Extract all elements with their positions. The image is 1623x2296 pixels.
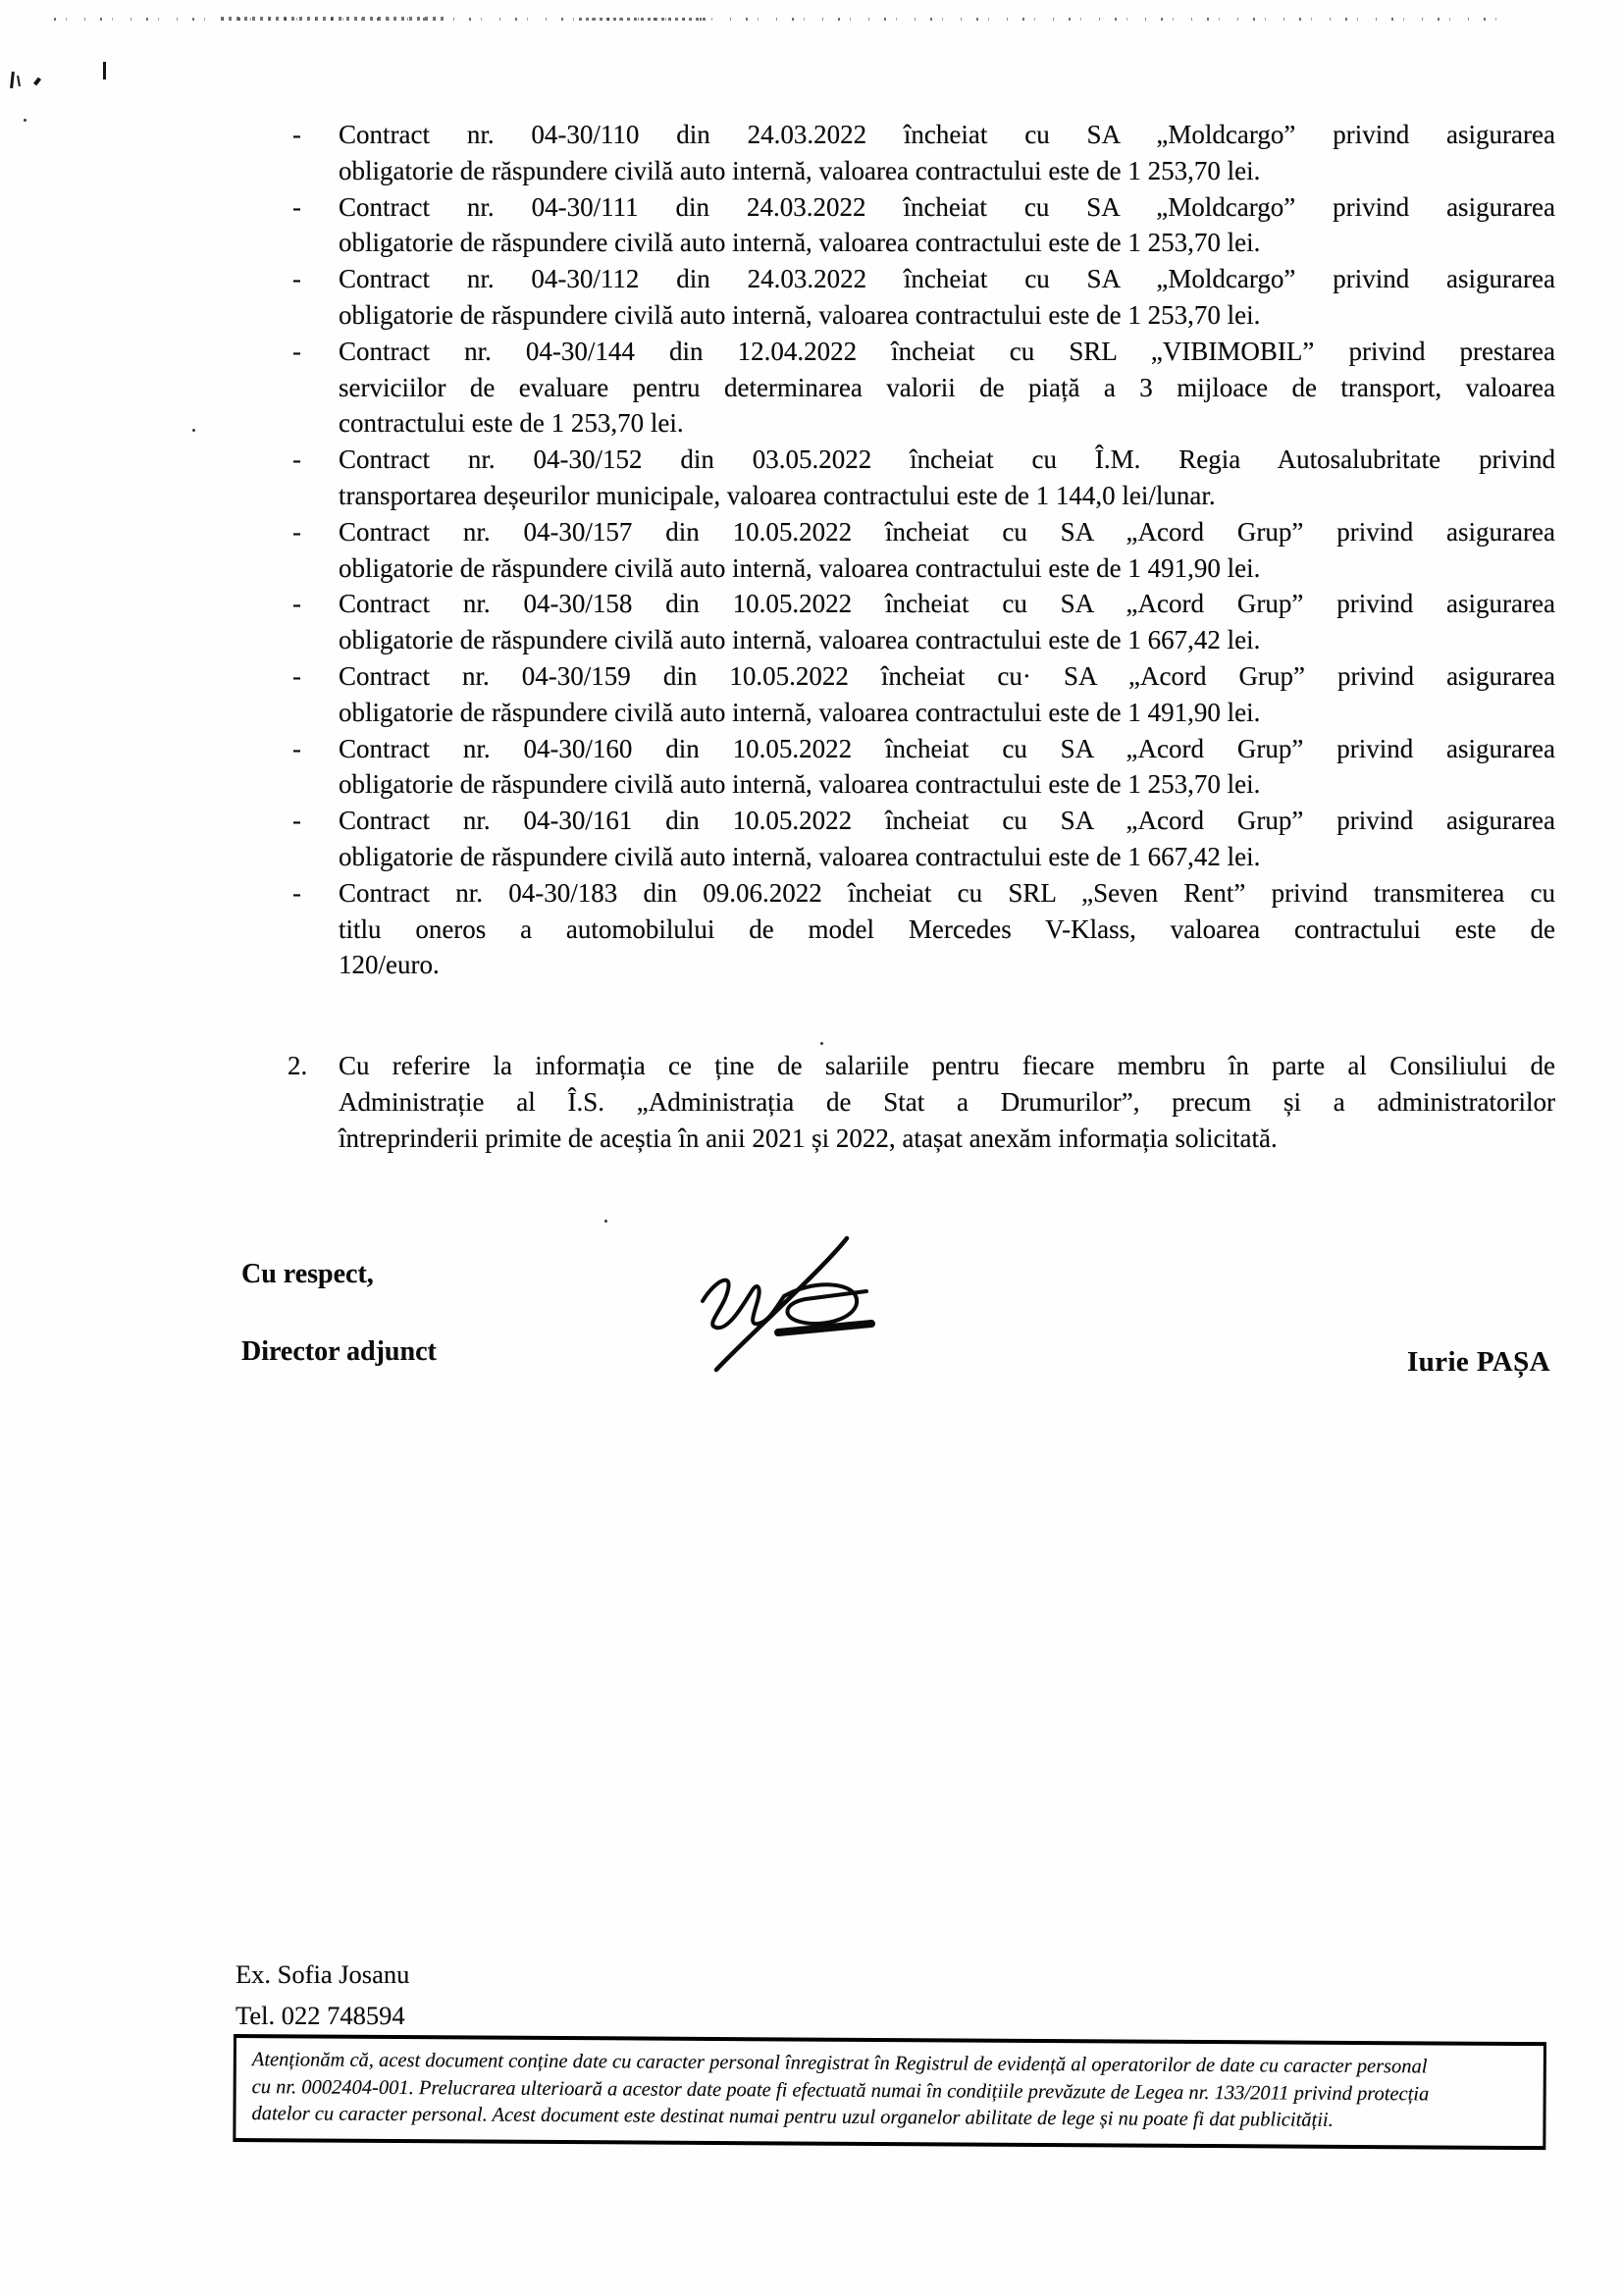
contract-line: serviciilor de evaluare pentru determinarea valorii de piață a 3 mijloace de transport, valoarea: [339, 372, 1555, 402]
contract-list-item: [292, 586, 1555, 658]
privacy-notice-line: cu nr. 0002404-001. Prelucrarea ulterioară a acestor date poate fi efectuată numai în condițiile prevăzute de Legea nr. 133/2011 privind protecția: [251, 2075, 1430, 2105]
contract-list-item: [292, 442, 1555, 514]
contract-line: Contract nr. 04-30/158 din 10.05.2022 încheiat cu SA „Acord Grup” privind asigurarea: [339, 589, 1555, 619]
scan-noise-dotted-line: [221, 17, 446, 21]
contract-list-item: [292, 261, 1555, 334]
contract-line: Contract nr. 04-30/111 din 24.03.2022 încheiat cu SA „Moldcargo” privind asigurarea: [339, 191, 1555, 222]
scan-noise-dotted-line: [579, 18, 707, 21]
paragraph-line: Cu referire la informația ce ține de salariile pentru fiecare membru în parte al Consiliului de: [339, 1051, 1555, 1081]
privacy-notice-line: datelor cu caracter personal. Acest document este destinat numai pentru uzul organelor abilitate de lege și nu poate fi dat publicității.: [251, 2103, 1334, 2131]
contract-line: Contract nr. 04-30/157 din 10.05.2022 încheiat cu SA „Acord Grup” privind asigurarea: [339, 516, 1555, 547]
contract-line: obligatorie de răspundere civilă auto internă, valoarea contractului este de 1 667,42 lei.: [339, 841, 1261, 871]
contract-line: obligatorie de răspundere civilă auto internă, valoarea contractului este de 1 491,90 lei.: [339, 697, 1261, 727]
executor-phone: Tel. 022 748594: [236, 2001, 405, 2030]
contract-line: obligatorie de răspundere civilă auto internă, valoarea contractului este de 1 253,70 lei.: [339, 299, 1261, 330]
contract-line: transportarea deșeurilor municipale, valoarea contractului este de 1 144,0 lei/lunar.: [339, 480, 1216, 510]
scan-mark: [33, 78, 41, 86]
bullet-dash: -: [292, 806, 301, 836]
paragraph-number: 2.: [288, 1051, 308, 1081]
bullet-dash: -: [292, 191, 301, 222]
paragraph-line: întreprinderii primite de aceștia în anii 2021 și 2022, atașat anexăm informația solicitată.: [339, 1122, 1278, 1153]
bullet-dash: -: [292, 336, 301, 366]
contract-list-item: [292, 875, 1555, 983]
bullet-dash: -: [292, 444, 301, 475]
scan-speck: [604, 1220, 607, 1223]
contract-line: obligatorie de răspundere civilă auto internă, valoarea contractului este de 1 667,42 lei.: [339, 625, 1261, 655]
bullet-dash: -: [292, 120, 301, 149]
bullet-dash: -: [292, 516, 301, 547]
scan-mark: [103, 62, 106, 79]
bullet-dash: -: [292, 877, 301, 908]
contract-line: Contract nr. 04-30/183 din 09.06.2022 încheiat cu SRL „Seven Rent” privind transmiterea cu: [339, 877, 1555, 908]
contract-line: contractului este de 1 253,70 lei.: [339, 408, 684, 439]
document-body: [288, 117, 1555, 1157]
paragraph-line: Administrație al Î.S. „Administrația de Stat a Drumurilor”, precum și a administratorilor: [339, 1086, 1555, 1117]
contract-line: Contract nr. 04-30/152 din 03.05.2022 încheiat cu Î.M. Regia Autosalubritate privind: [339, 444, 1555, 475]
contract-list-item: [292, 658, 1555, 731]
privacy-notice-box: [233, 2034, 1546, 2150]
contract-list-item: [292, 189, 1555, 262]
bullet-dash: -: [292, 733, 301, 763]
contract-line: Contract nr. 04-30/112 din 24.03.2022 încheiat cu SA „Moldcargo” privind asigurarea: [339, 264, 1555, 294]
contract-list-item: [292, 117, 1555, 189]
contract-line: Contract nr. 04-30/110 din 24.03.2022 încheiat cu SA „Moldcargo” privind asigurarea: [339, 120, 1555, 149]
contract-line: titlu oneros a automobilului de model Mercedes V-Klass, valoarea contractului este de: [339, 913, 1555, 944]
closing-salutation: Cu respect,: [241, 1259, 374, 1289]
contract-line: obligatorie de răspundere civilă auto internă, valoarea contractului este de 1 253,70 lei.: [339, 155, 1261, 185]
contract-list-item: [292, 334, 1555, 442]
bullet-dash: -: [292, 264, 301, 294]
bullet-dash: -: [292, 589, 301, 619]
numbered-paragraph-2: [288, 1048, 1555, 1156]
signer-name: Iurie PAȘA: [1406, 1346, 1550, 1378]
handwritten-signature: [665, 1230, 901, 1378]
contract-line: Contract nr. 04-30/161 din 10.05.2022 încheiat cu SA „Acord Grup” privind asigurarea: [339, 806, 1555, 836]
contract-line: Contract nr. 04-30/159 din 10.05.2022 încheiat cu· SA „Acord Grup” privind asigurarea: [339, 660, 1555, 691]
contract-line: Contract nr. 04-30/160 din 10.05.2022 încheiat cu SA „Acord Grup” privind asigurarea: [339, 733, 1555, 763]
scan-speck: [24, 119, 26, 122]
contract-line: obligatorie de răspundere civilă auto internă, valoarea contractului este de 1 253,70 lei.: [339, 769, 1261, 800]
privacy-notice-line: Atenționăm că, acest document conține date cu caracter personal înregistrat în Registrul de evidență al operatorilor de date cu caracter personal: [251, 2049, 1428, 2078]
contract-line: obligatorie de răspundere civilă auto internă, valoarea contractului este de 1 253,70 lei.: [339, 228, 1261, 258]
scan-mark: [10, 72, 15, 88]
signer-role: Director adjunct: [241, 1336, 437, 1367]
scan-mark: [17, 76, 21, 86]
contract-line: Contract nr. 04-30/144 din 12.04.2022 încheiat cu SRL „VIBIMOBIL” privind prestarea: [339, 336, 1555, 366]
contract-list-item: [292, 731, 1555, 804]
scan-speck: [192, 429, 195, 432]
contract-line: obligatorie de răspundere civilă auto internă, valoarea contractului este de 1 491,90 lei.: [339, 552, 1261, 583]
contract-list-item: [292, 803, 1555, 875]
contract-line: 120/euro.: [339, 950, 440, 980]
bullet-dash: -: [292, 660, 301, 691]
contract-list-item: [292, 514, 1555, 587]
executor-name: Ex. Sofia Josanu: [236, 1959, 410, 1989]
